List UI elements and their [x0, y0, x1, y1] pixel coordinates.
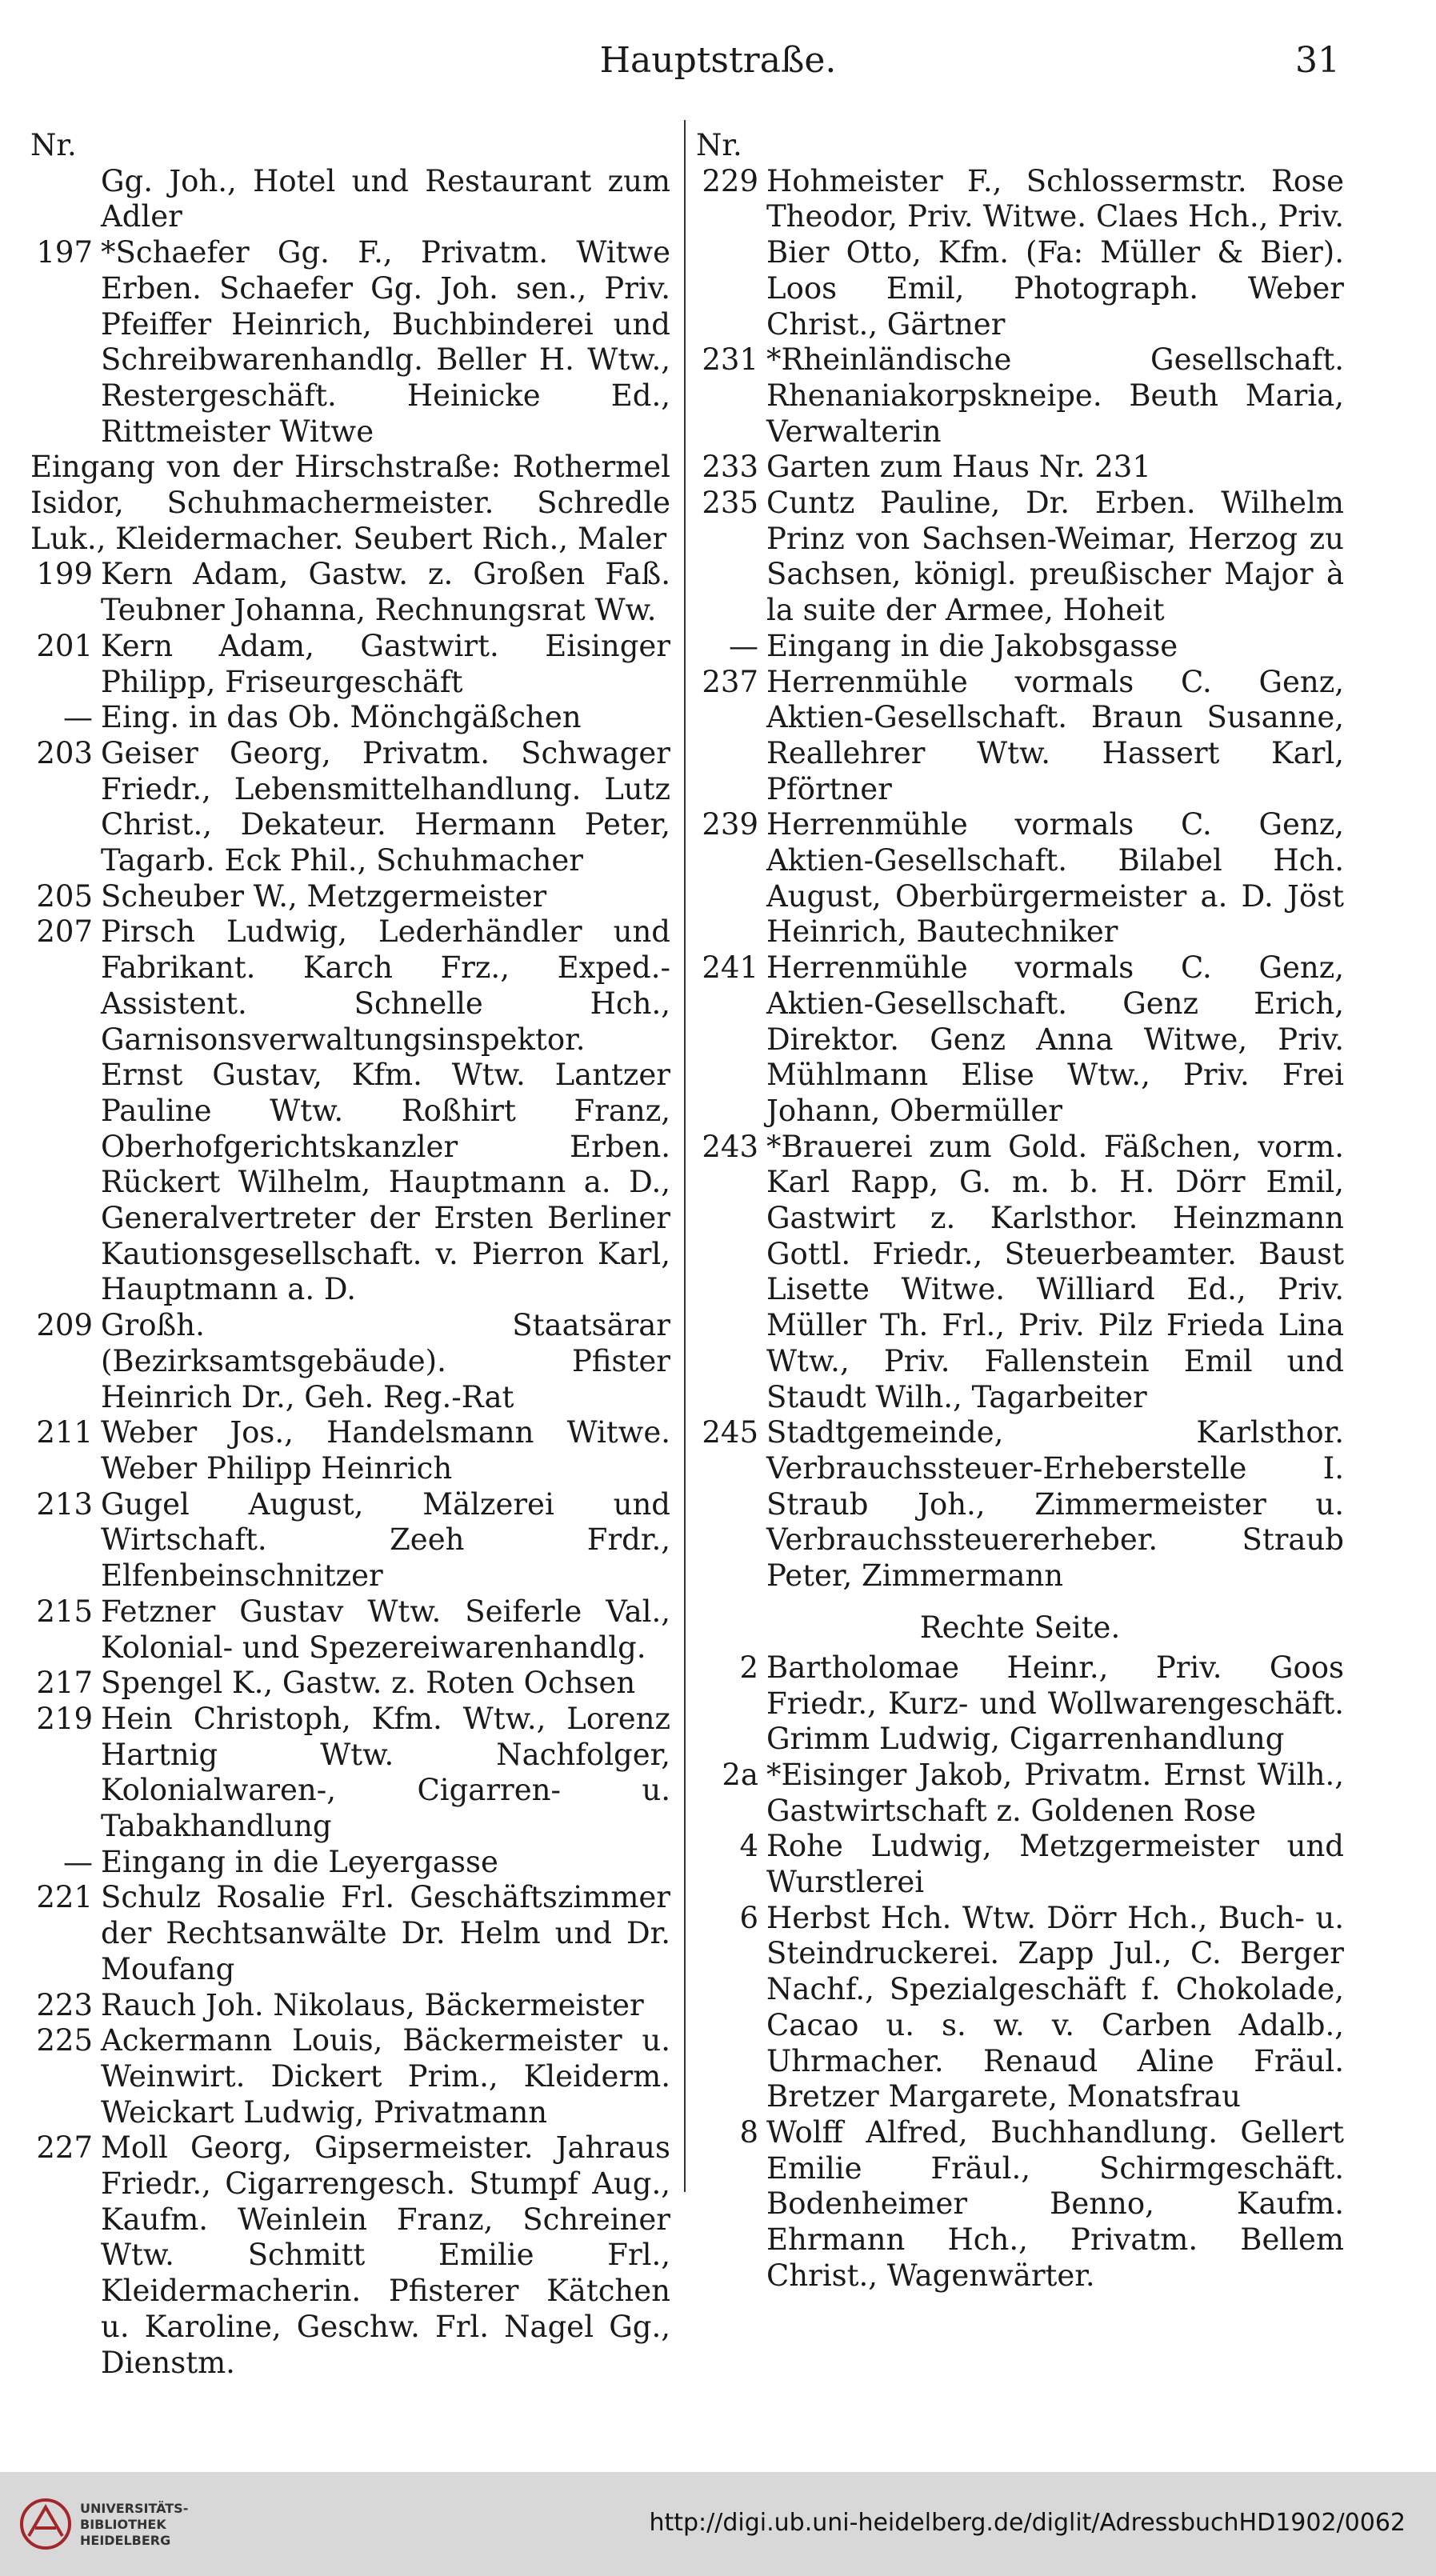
- directory-entry: [30, 1666, 670, 1702]
- directory-entry: [696, 1901, 1344, 2115]
- directory-entry: [30, 1988, 670, 2024]
- house-number: 207: [36, 914, 93, 950]
- directory-entry: [30, 1415, 670, 1486]
- entry-text: Herrenmühle vormals C. Genz, Aktien-Gesellschaft. Braun Susanne, Reallehrer Wtw. Hassert Karl, Pförtner: [766, 664, 1344, 806]
- entry-text: Eing. in das Ob. Mönchgäßchen: [101, 700, 582, 735]
- entry-text: Rohe Ludwig, Metzgermeister und Wurstlerei: [766, 1829, 1344, 1900]
- directory-entry: [696, 629, 1344, 665]
- entry-text: Schulz Rosalie Frl. Geschäftszimmer der Rechtsanwälte Dr. Helm und Dr. Moufang: [101, 1880, 670, 1986]
- house-number: 231: [702, 342, 758, 378]
- entry-text: Stadtgemeinde, Karlsthor. Verbrauchssteuer-Erheberstelle I. Straub Joh., Zimmermeister u. Verbrauchssteuererheber. Straub Peter, Zimmermann: [766, 1415, 1344, 1594]
- directory-entry: [30, 879, 670, 915]
- entry-text: Hein Christoph, Kfm. Wtw., Lorenz Hartnig Wtw. Nachfolger, Kolonialwaren-, Cigarren- u. Tabakhandlung: [101, 1701, 670, 1844]
- directory-entry: [30, 736, 670, 879]
- directory-entry: [30, 235, 670, 450]
- entry-text: Herrenmühle vormals C. Genz, Aktien-Gesellschaft. Bilabel Hch. August, Oberbürgermeister a. D. Jöst Heinrich, Bautechniker: [766, 807, 1344, 950]
- directory-entry: [30, 1845, 670, 1881]
- entries-right-side: [696, 1650, 1344, 2294]
- entry-text: Ackermann Louis, Bäckermeister u. Weinwirt. Dickert Prim., Kleiderm. Weickart Ludwig, Privatmann: [101, 2023, 670, 2130]
- column-divider: [684, 120, 686, 2192]
- entry-text: *Brauerei zum Gold. Fäßchen, vorm. Karl Rapp, G. m. b. H. Dörr Emil, Gastwirt z. Karlsthor. Heinzmann Gottl. Friedr., Steuerbeamter. Baust Lisette Witwe. Williard Ed., Priv. Müller Th. Frl., Priv. Pilz Frieda Lina Wtw., Priv. Fallenstein Emil und Staudt Wilh., Tagarbeiter: [766, 1129, 1344, 1414]
- directory-entry: [696, 164, 1344, 343]
- house-number: 233: [702, 450, 758, 485]
- directory-entry: [30, 700, 670, 736]
- entry-text: Gugel August, Mälzerei und Wirtschaft. Zeeh Frdr., Elfenbeinschnitzer: [101, 1486, 670, 1594]
- house-number: 211: [36, 1415, 93, 1450]
- right-column: [696, 128, 1344, 2294]
- house-number: 215: [36, 1594, 93, 1629]
- section-heading: Rechte Seite.: [919, 1610, 1121, 1645]
- house-number: 8: [739, 2114, 758, 2150]
- directory-entry: [696, 1829, 1344, 1900]
- entry-text: Gg. Joh., Hotel und Restaurant zum Adler: [101, 163, 670, 234]
- entry-text: *Rheinländische Gesellschaft. Rhenaniakorpskneipe. Beuth Maria, Verwalterin: [766, 342, 1344, 449]
- directory-entry: [30, 1880, 670, 1987]
- directory-entry: [30, 164, 670, 235]
- entry-text: Herbst Hch. Wtw. Dörr Hch., Buch- u. Steindruckerei. Zapp Jul., C. Berger Nachf., Spezialgeschäft f. Chokolade, Cacao u. s. w. v. Carben Adalb., Uhrmacher. Renaud Aline Fräul. Bretzer Margarete, Monatsfrau: [766, 1900, 1344, 2114]
- directory-entry: [30, 557, 670, 628]
- house-number: 227: [36, 2130, 93, 2166]
- entry-text: *Eisinger Jakob, Privatm. Ernst Wilh., Gastwirtschaft z. Goldenen Rose: [766, 1757, 1344, 1828]
- directory-entry: [696, 1758, 1344, 1829]
- directory-entry: [696, 2115, 1344, 2294]
- university-seal-icon: [18, 2496, 74, 2552]
- directory-entry: [696, 486, 1344, 629]
- house-number: —: [63, 700, 93, 735]
- entry-text: Scheuber W., Metzgermeister: [101, 878, 547, 914]
- column-label: Nr.: [30, 128, 77, 162]
- directory-entry: [30, 1594, 670, 1666]
- entry-text: Pirsch Ludwig, Lederhändler und Fabrikant. Karch Frz., Exped.-Assistent. Schnelle Hch., Garnisonsverwaltungsinspektor. Ernst Gustav, Kfm. Wtw. Lantzer Pauline Wtw. Roßhirt Franz, Oberhofgerichtskanzler Erben. Rückert Wilhelm, Hauptmann a. D., Generalvertreter der Ersten Berliner Kautionsgesellschaft. v. Pierron Karl, Hauptmann a. D.: [101, 914, 670, 1307]
- column-label: Nr.: [696, 128, 742, 162]
- directory-entry: [30, 2130, 670, 2381]
- library-logo-text: [80, 2501, 188, 2549]
- house-number: 217: [36, 1666, 93, 1701]
- entries-left-side: [696, 164, 1344, 1594]
- entry-text: Wolff Alfred, Buchhandlung. Gellert Emilie Fräul., Schirmgeschäft. Bodenheimer Benno, Kaufm. Ehrmann Hch., Privatm. Bellem Christ., Wagenwärter.: [766, 2114, 1344, 2293]
- entry-text: Geiser Georg, Privatm. Schwager Friedr., Lebensmittelhandlung. Lutz Christ., Dekateur. Hermann Peter, Tagarb. Eck Phil., Schuhmacher: [101, 735, 670, 878]
- logo-line: HEIDELBERG: [80, 2533, 171, 2548]
- house-number: —: [729, 628, 758, 663]
- directory-entry: [30, 629, 670, 700]
- entry-text: Kern Adam, Gastwirt. Eisinger Philipp, Friseurgeschäft: [101, 628, 670, 699]
- house-number: 201: [36, 628, 93, 663]
- entry-text: Eingang in die Leyergasse: [101, 1844, 498, 1879]
- left-column: [30, 128, 670, 2381]
- house-number: 237: [702, 664, 758, 699]
- house-number: 205: [36, 878, 93, 914]
- directory-entry: [696, 1130, 1344, 1416]
- directory-entry: [30, 914, 670, 1308]
- running-head: [0, 40, 1436, 88]
- house-number: 245: [702, 1415, 758, 1450]
- house-number: 203: [36, 735, 93, 770]
- logo-line: BIBLIOTHEK: [80, 2517, 166, 2532]
- house-number: 4: [739, 1829, 758, 1864]
- house-number: 223: [36, 1987, 93, 2022]
- entry-text: Cuntz Pauline, Dr. Erben. Wilhelm Prinz von Sachsen-Weimar, Herzog zu Sachsen, königl. preußischer Major à la suite der Armee, Hoheit: [766, 486, 1344, 628]
- house-number: 225: [36, 2023, 93, 2058]
- directory-entry: [696, 665, 1344, 808]
- entry-text: Moll Georg, Gipsermeister. Jahraus Friedr., Cigarrengesch. Stumpf Aug., Kaufm. Weinlein Franz, Schreiner Wtw. Schmitt Emilie Frl., Kleidermacherin. Pfisterer Kätchen u. Karoline, Geschw. Frl. Nagel Gg., Dienstm.: [101, 2130, 670, 2380]
- house-number: 243: [702, 1129, 758, 1164]
- source-url-link[interactable]: http://digi.ub.uni-heidelberg.de/diglit/AdressbuchHD1902/0062: [649, 2509, 1406, 2537]
- page-title: Hauptstraße.: [599, 40, 837, 81]
- house-number: 241: [702, 950, 758, 986]
- directory-entry: [696, 1650, 1344, 1758]
- footer-bar: [0, 2472, 1436, 2576]
- entry-text: Weber Jos., Handelsmann Witwe. Weber Philipp Heinrich: [101, 1415, 670, 1486]
- directory-entry: [30, 1487, 670, 1594]
- directory-entry: [30, 1308, 670, 1415]
- page-number: 31: [1295, 40, 1340, 81]
- entry-text: Großh. Staatsärar (Bezirksamtsgebäude). Pfister Heinrich Dr., Geh. Reg.-Rat: [101, 1308, 670, 1414]
- house-number: 2: [739, 1650, 758, 1685]
- directory-entry: [696, 1415, 1344, 1594]
- entry-text: Kern Adam, Gastw. z. Großen Faß. Teubner Johanna, Rechnungsrat Ww.: [101, 557, 670, 628]
- entry-text: Herrenmühle vormals C. Genz, Aktien-Gesellschaft. Genz Erich, Direktor. Genz Anna Witwe, Priv. Mühlmann Elise Wtw., Priv. Frei Johann, Obermüller: [766, 950, 1344, 1128]
- house-number: 239: [702, 807, 758, 842]
- entry-text: Rauch Joh. Nikolaus, Bäckermeister: [101, 1987, 644, 2022]
- directory-entry: [696, 807, 1344, 950]
- house-number: 197: [36, 235, 93, 270]
- house-number: 213: [36, 1486, 93, 1522]
- entry-text: Bartholomae Heinr., Priv. Goos Friedr., Kurz- und Wollwarengeschäft. Grimm Ludwig, Cigarrenhandlung: [766, 1650, 1344, 1757]
- entry-text: Spengel K., Gastw. z. Roten Ochsen: [101, 1666, 636, 1701]
- house-number: 219: [36, 1701, 93, 1736]
- house-number: 209: [36, 1308, 93, 1343]
- directory-entry: Eingang von der Hirschstraße: Rothermel Isidor, Schuhmachermeister. Schredle Luk., Kleidermacher. Seubert Rich., Maler: [30, 450, 670, 556]
- house-number: 221: [36, 1880, 93, 1915]
- directory-entry: [696, 342, 1344, 450]
- directory-entry: [30, 1702, 670, 1845]
- directory-entry: [696, 450, 1344, 486]
- house-number: 2a: [722, 1757, 758, 1792]
- entry-text: Fetzner Gustav Wtw. Seiferle Val., Kolonial- und Spezereiwarenhandlg.: [101, 1594, 670, 1665]
- logo-line: UNIVERSITÄTS-: [80, 2501, 189, 2516]
- entry-text: Hohmeister F., Schlossermstr. Rose Theodor, Priv. Witwe. Claes Hch., Priv. Bier Otto, Kfm. (Fa: Müller & Bier). Loos Emil, Photograph. Weber Christ., Gärtner: [766, 163, 1344, 342]
- house-number: 199: [36, 557, 93, 592]
- directory-entry: [696, 950, 1344, 1130]
- entry-text: Garten zum Haus Nr. 231: [766, 450, 1151, 485]
- house-number: —: [63, 1844, 93, 1879]
- entry-text: *Schaefer Gg. F., Privatm. Witwe Erben. Schaefer Gg. Joh. sen., Priv. Pfeiffer Heinrich, Buchbinderei und Schreibwarenhandlg. Beller H. Wtw., Restergeschäft. Heinicke Ed., Rittmeister Witwe: [101, 235, 670, 449]
- house-number: 6: [739, 1900, 758, 1935]
- house-number: 229: [702, 163, 758, 198]
- house-number: 235: [702, 486, 758, 521]
- entry-text: Eingang in die Jakobsgasse: [766, 628, 1178, 663]
- directory-entry: [30, 2023, 670, 2130]
